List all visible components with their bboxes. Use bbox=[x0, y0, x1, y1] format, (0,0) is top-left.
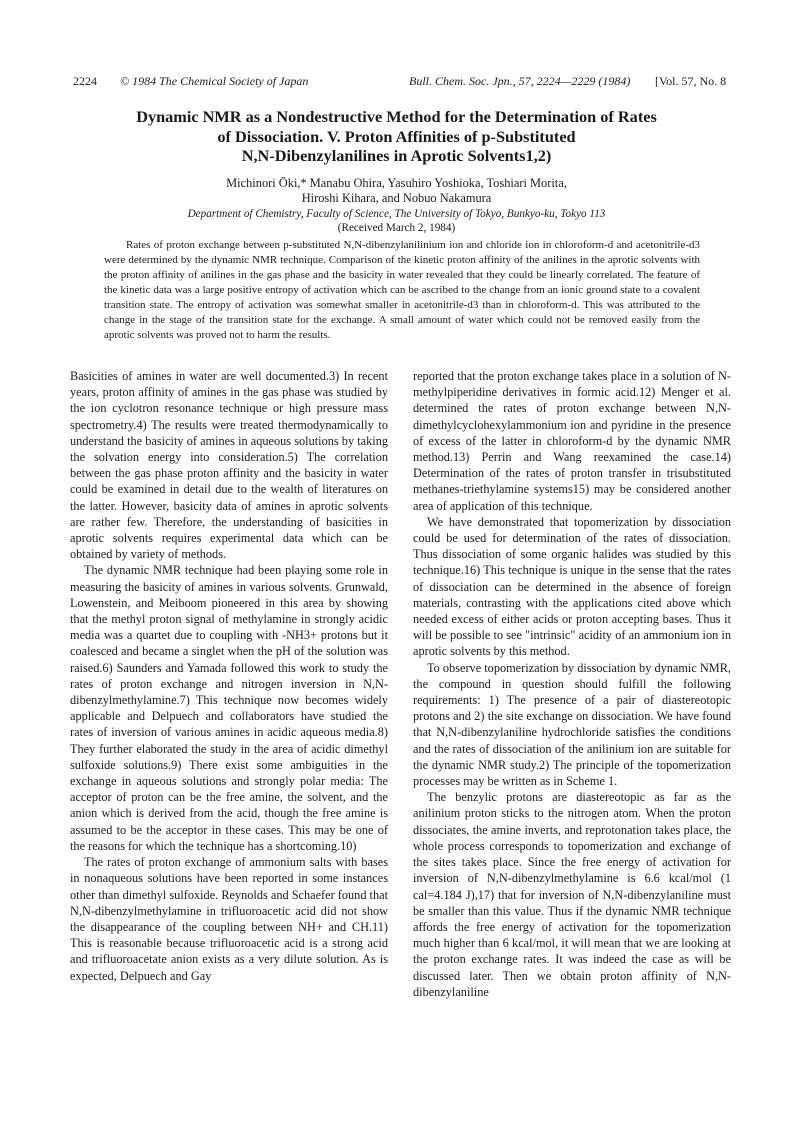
body-column-left bbox=[70, 368, 388, 984]
paper-title bbox=[60, 107, 733, 166]
volume-info: [Vol. 57, No. 8 bbox=[655, 74, 727, 88]
paragraph: The rates of proton exchange of ammonium salts with bases in nonaqueous solutions have been reported in some instances other than dimethyl sulfoxide. Reynolds and Schaefer found that N,N-dibenzylmethylamine in trifluoroacetic acid did not show the disappearance of the coupling between NH+ and CH.11) This is reasonable because trifluoroacetic acid is a strong acid and trifluoroacetate anion exists as a very dilute solution. As is expected, Delpuech and Gay bbox=[70, 855, 388, 983]
paragraph: To observe topomerization by dissociation by dynamic NMR, the compound in question should fulfill the following requirements: 1) The presence of a pair of diastereotopic protons and 2) the site exchange on dissociation. We have found that N,N-dibenzylaniline hydrochloride satisfies the conditions and the rates of dissociation of the anilinium ion are suitable for the dynamic NMR study.2) The principle of the topomerization processes may be written as in Scheme 1. bbox=[413, 660, 731, 789]
authors-line-1: Michinori Ōki,* Manabu Ohira, Yasuhiro Yoshioka, Toshiari Morita, bbox=[226, 176, 567, 190]
paragraph: The dynamic NMR technique had been playing some role in measuring the basicity of amines in various solvents. Grunwald, Lowenstein, and Meiboom pioneered in this area by showing that the methyl proton signal of methylamine in strongly acidic media was a quartet due to coupling with -NH3+ protons but it coalesced and became a singlet when the pH of the solution was raised.6) Saunders and Yamada followed this work to study the rates of proton exchange and nitrogen inversion in N,N-dibenzylmethylamine.7) This technique now becomes widely applicable and Delpuech and collaborators have studied the rates of inversion of various amines in acidic aqueous media.8) They further elaborated the study in the area of acidic dimethyl sulfoxide solutions.9) There exist some ambiguities in the exchange in aqueous solutions and strongly polar media: The acceptor of proton can be the free amine, the solvent, and the anion which is derived from the acid, though the free amine is assumed to be the acceptor in these cases. This may be one of the reasons for which the technique has a shortcoming.10) bbox=[70, 563, 388, 853]
copyright-notice: © 1984 The Chemical Society of Japan bbox=[120, 74, 309, 88]
title-line-3: N,N-Dibenzylanilines in Aprotic Solvents1,2) bbox=[241, 146, 552, 165]
abstract: Rates of proton exchange between p-substituted N,N-dibenzylanilinium ion and chloride ion in chloroform-d and acetonitrile-d3 were determined by the dynamic NMR technique. Comparison of the kinetic proton affinity of the anilines in the aprotic solvents with the proton affinity of anilines in the gas phase and the basicity in water revealed that they could be linearly correlated. The feature of the kinetic data was a large positive entropy of activation which can be ascribed to the change from an ionic ground state to a covalent transition state. The entropy of activation was somewhat smaller in acetonitrile-d3 than in chloroform-d. This was attributed to the change in the stage of the transition state for the exchange. A small amount of water which could not be removed easily from the aprotic solvents was proved not to harm the results. bbox=[104, 239, 700, 341]
paragraph: reported that the proton exchange takes place in a solution of N-methylpiperidine derivatives in formic acid.12) Menger et al. determined the rates of proton exchange between N,N-dimethylcyclohexylammonium ion and pyridine in the presence of excess of the latter in chloroform-d by the dynamic NMR method.13) Perrin and Wang reexamined the case.14) Determination of the rates of proton transfer in trisubstituted methanes-triethylamine systems15) may be considered another area of application of this technique. bbox=[413, 369, 731, 513]
journal-citation: Bull. Chem. Soc. Jpn., 57, 2224—2229 (1984) bbox=[409, 74, 631, 88]
title-line-1: Dynamic NMR as a Nondestructive Method for the Determination of Rates bbox=[136, 107, 657, 126]
author-list bbox=[60, 176, 733, 206]
body-column-right bbox=[413, 368, 731, 1000]
paragraph: Basicities of amines in water are well documented.3) In recent years, proton affinity of amines in the gas phase was studied by the ion cyclotron resonance technique or high pressure mass spectrometry.4) The results were treated thermodynamically to understand the basicity of amines in aqueous solutions by taking the solvation energy into consideration.5) The correlation between the gas phase proton affinity and the basicity in water could be examined in detail due to the wealth of literatures on the latter. However, basicity data of amines in aprotic solvents are rather few. Therefore, the understanding of basicities in aprotic solvents requires experimental data which can be obtained by variety of methods. bbox=[70, 369, 388, 562]
authors-line-2: Hiroshi Kihara, and Nobuo Nakamura bbox=[301, 191, 492, 205]
page-number: 2224 bbox=[73, 74, 97, 88]
title-line-2: of Dissociation. V. Proton Affinities of p-Substituted bbox=[217, 126, 576, 146]
received-date: (Received March 2, 1984) bbox=[337, 222, 456, 234]
paragraph: The benzylic protons are diastereotopic as far as the anilinium proton sticks to the nitrogen atom. When the proton dissociates, the amine inverts, and reprotonation takes place, the whole process corresponds to topomerization and exchange of the sites takes place. Since the free energy of activation for inversion of N,N-dibenzylmethylamine is 6.6 kcal/mol (1 cal=4.184 J),17) that for inversion of N,N-dibenzylaniline must be smaller than this value. Thus if the dynamic NMR technique affords the free energy of activation for the topomerization much higher than 6 kcal/mol, it will mean that we are looking at the proton exchange rates. It was indeed the case as will be discussed later. Then we obtain proton affinity of N,N-dibenzylaniline bbox=[413, 790, 731, 999]
paragraph: We have demonstrated that topomerization by dissociation could be used for determination of the rates of dissociation. Thus dissociation of some organic halides was studied by this technique.16) This technique is unique in the sense that the rates of dissociation can be determined in the absence of foreign materials, contrasting with the applications cited above which needed excess of either acids or proton accepting bases. Thus it will be possible to see "intrinsic" acidity of an ammonium ion in aprotic solvents by this method. bbox=[413, 514, 731, 659]
affiliation: Department of Chemistry, Faculty of Science, The University of Tokyo, Bunkyo-ku, Tokyo 113 bbox=[187, 208, 606, 220]
